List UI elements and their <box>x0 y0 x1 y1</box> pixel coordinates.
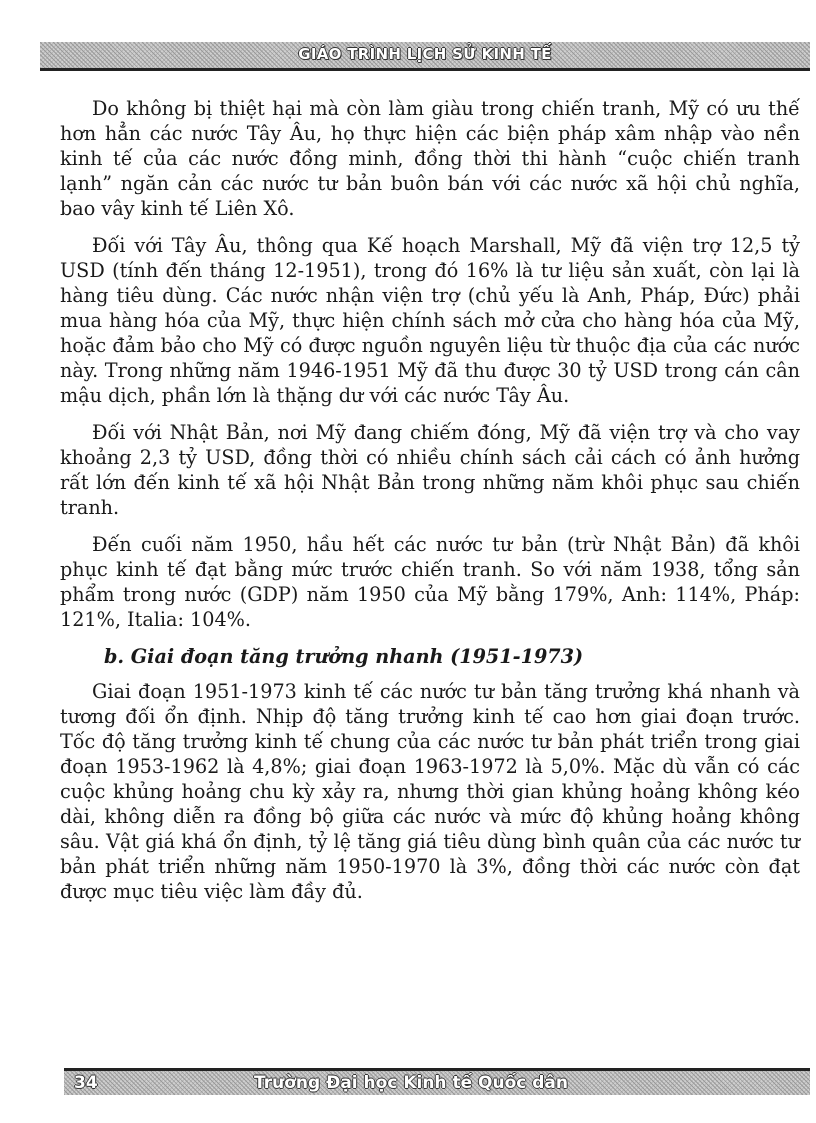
header-title: GIÁO TRÌNH LỊCH SỬ KINH TẾ <box>298 45 552 63</box>
section-paragraph-1: Giai đoạn 1951-1973 kinh tế các nước tư bản tăng trưởng khá nhanh và tương đối ổn định. Nhịp độ tăng trưởng kinh tế cao hơn giai đoạn trước. Tốc độ tăng trưởng kinh tế chung của các nước tư bản phát triển trong giai đoạn 1953-1962 là 4,8%; giai đoạn 1963-1972 là 5,0%. Mặc dù vẫn có các cuộc khủng hoảng chu kỳ xảy ra, nhưng thời gian khủng hoảng không kéo dài, không diễn ra đồng bộ giữa các nước và mức độ khủng hoảng không sâu. Vật giá khá ổn định, tỷ lệ tăng giá tiêu dùng bình quân của các nước tư bản phát triển những năm 1950-1970 là 3%, đồng thời các nước còn đạt được mục tiêu việc làm đầy đủ. <box>60 680 800 903</box>
running-footer <box>64 1068 810 1095</box>
page-body <box>60 96 800 916</box>
paragraph-4: Đến cuối năm 1950, hầu hết các nước tư bản (trừ Nhật Bản) đã khôi phục kinh tế đạt bằng mức trước chiến tranh. So với năm 1938, tổng sản phẩm trong nước (GDP) năm 1950 của Mỹ bằng 179%, Anh: 114%, Pháp: 121%, Italia: 104%. <box>60 533 800 631</box>
paragraph-2: Đối với Tây Âu, thông qua Kế hoạch Marshall, Mỹ đã viện trợ 12,5 tỷ USD (tính đến tháng 12-1951), trong đó 16% là tư liệu sản xuất, còn lại là hàng tiêu dùng. Các nước nhận viện trợ (chủ yếu là Anh, Pháp, Đức) phải mua hàng hóa của Mỹ, thực hiện chính sách mở cửa cho hàng hóa của Mỹ, hoặc đảm bảo cho Mỹ có được nguồn nguyên liệu từ thuộc địa của các nước này. Trong những năm 1946-1951 Mỹ đã thu được 30 tỷ USD trong cán cân mậu dịch, phần lớn là thặng dư với các nước Tây Âu. <box>60 234 800 407</box>
paragraph-3: Đối với Nhật Bản, nơi Mỹ đang chiếm đóng, Mỹ đã viện trợ và cho vay khoảng 2,3 tỷ USD, đồng thời có nhiều chính sách cải cách có ảnh hưởng rất lớn đến kinh tế xã hội Nhật Bản trong những năm khôi phục sau chiến tranh. <box>60 421 800 519</box>
page-number: 34 <box>74 1073 98 1093</box>
section-heading: b. Giai đoạn tăng trưởng nhanh (1951-1973) <box>104 645 584 668</box>
running-header <box>40 42 810 71</box>
paragraph-1: Do không bị thiệt hại mà còn làm giàu trong chiến tranh, Mỹ có ưu thế hơn hẳn các nước Tây Âu, họ thực hiện các biện pháp xâm nhập vào nền kinh tế của các nước đồng minh, đồng thời thi hành “cuộc chiến tranh lạnh” ngăn cản các nước tư bản buôn bán với các nước xã hội chủ nghĩa, bao vây kinh tế Liên Xô. <box>60 97 800 220</box>
footer-title: Trường Đại học Kinh tế Quốc dân <box>254 1073 568 1093</box>
